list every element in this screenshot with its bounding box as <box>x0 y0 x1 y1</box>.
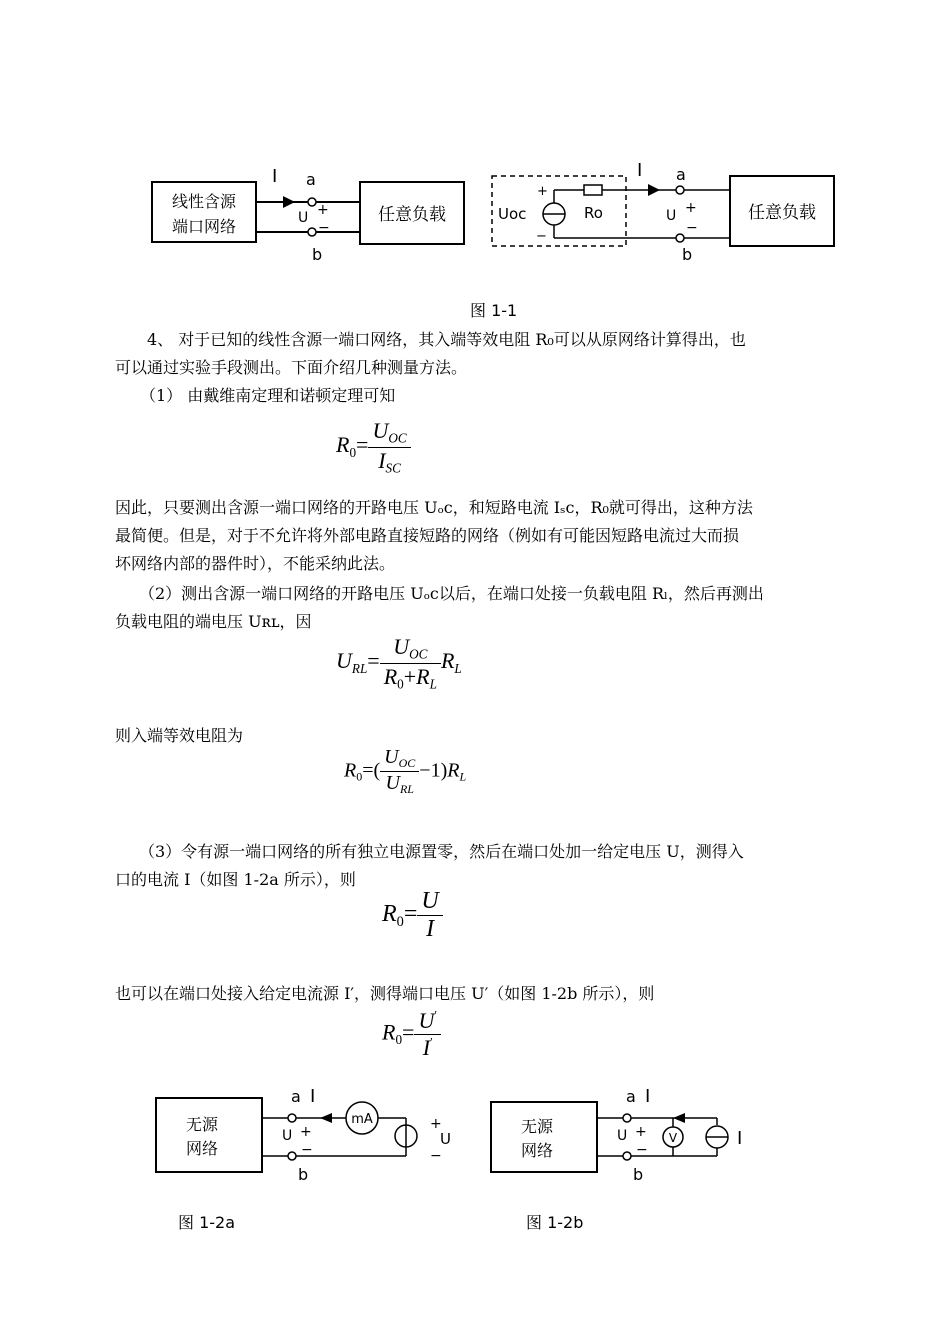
formula-r0-u-i: $R_0=$ $\frac{U}{I}$ <box>382 888 443 943</box>
method-3-line-2: 口的电流 I（如图 1-2a 所示），则 <box>115 870 356 889</box>
method-1-line-1: 因此，只要测出含源一端口网络的开路电压 Uₒc，和短路电流 Iₛc，R₀就可得出，这种方法 <box>115 498 753 517</box>
terminal-a-fig2b <box>623 1114 631 1122</box>
port-voltage-fig2b: U <box>617 1128 628 1144</box>
source-minus: − <box>536 229 547 244</box>
terminal-b <box>308 228 316 236</box>
uoc-label: Uoc <box>498 205 527 223</box>
figure-1-2b-caption: 图 1-2b <box>526 1213 584 1232</box>
method-2-line-2: 负载电阻的端电压 Uʀʟ，因 <box>115 612 312 631</box>
node-b-fig2b: b <box>633 1165 644 1184</box>
load-label-2: 任意负载 <box>748 203 816 223</box>
formula-r0-uoc-isc: $R_0=$ $\frac{U_{OC}}{I_{SC}}$ <box>336 418 411 476</box>
plus-label: + <box>317 202 329 218</box>
passive-network-label-a1: 无源 <box>185 1115 219 1134</box>
formula-url: $U_{RL}=$ $\frac{U_{OC}}{R_0+R_L}$ $R_L$ <box>336 634 462 692</box>
method-2-then: 则入端等效电阻为 <box>115 726 244 745</box>
terminal-b-2 <box>676 234 684 242</box>
source-minus-fig2a: − <box>430 1148 442 1164</box>
method-1-line-2: 最简便。但是，对于不允许将外部电路直接短路的网络（例如有可能因短路电流过大而损 <box>115 526 740 545</box>
paragraph-4-line-2: 可以通过实验手段测出。下面介绍几种测量方法。 <box>115 358 468 377</box>
node-a-fig2b: a <box>626 1087 636 1106</box>
current-label: I <box>272 166 278 187</box>
plus-fig2a: + <box>300 1124 312 1140</box>
current-arrow <box>283 196 295 208</box>
passive-network-label-b1: 无源 <box>520 1117 554 1136</box>
terminal-a-fig2a <box>288 1114 296 1122</box>
source-current-fig2b: I <box>737 1128 743 1149</box>
terminal-a-2 <box>676 186 684 194</box>
minus-label: − <box>318 220 330 236</box>
node-a-label: a <box>306 170 316 189</box>
method-3-body <box>115 838 865 894</box>
ammeter-label: mA <box>351 1112 373 1127</box>
minus-fig2b: − <box>636 1142 648 1158</box>
minus-fig2a: − <box>301 1142 313 1158</box>
ro-label: Ro <box>584 204 603 222</box>
current-fig2b: I <box>645 1086 651 1107</box>
terminal-a <box>308 198 316 206</box>
plus-fig2b: + <box>635 1124 647 1140</box>
active-network-label-2: 端口网络 <box>171 217 237 236</box>
current-arrow-2 <box>648 184 660 196</box>
figure-1-1-caption: 图 1-1 <box>470 301 518 320</box>
formula-r0-ratio: $R_0=$( $\frac{U_{OC}}{U_{RL}}$ $-1)R_L$ <box>344 746 467 797</box>
current-label-2: I <box>637 160 643 181</box>
node-b-fig2a: b <box>298 1165 309 1184</box>
passive-network-label-b2: 网络 <box>520 1141 554 1160</box>
passive-network-box-a <box>156 1098 262 1172</box>
method-1-intro: （1） 由戴维南定理和诺顿定理可知 <box>140 386 396 405</box>
figure-1-2a-caption: 图 1-2a <box>178 1213 236 1232</box>
formula-r0-uprime-iprime: $R_0=$ $\frac{U'}{I'}$ <box>382 1008 441 1061</box>
minus-label-2: − <box>686 220 698 236</box>
port-voltage-label: U <box>298 210 309 226</box>
passive-network-label-a2: 网络 <box>185 1139 219 1158</box>
load-label: 任意负载 <box>378 205 446 225</box>
node-b-label-2: b <box>682 245 693 264</box>
terminal-b-fig2b <box>623 1152 631 1160</box>
current-fig2a: I <box>310 1086 316 1107</box>
resistor-ro <box>584 185 602 195</box>
active-network-label-1: 线性含源 <box>171 192 237 211</box>
method-1-body <box>115 494 865 578</box>
paragraph-4 <box>115 326 865 382</box>
node-a-label-2: a <box>676 165 686 184</box>
current-arrow-fig2a <box>320 1113 332 1123</box>
method-2-line-1: （2）测出含源一端口网络的开路电压 Uₒc以后，在端口处接一负载电阻 Rₗ，然后再测出 <box>139 584 764 603</box>
current-arrow-fig2b <box>673 1113 685 1123</box>
source-plus: + <box>537 184 548 199</box>
terminal-b-fig2a <box>288 1152 296 1160</box>
method-1-line-3: 坏网络内部的器件时），不能采纳此法。 <box>115 554 396 573</box>
node-a-fig2a: a <box>291 1087 301 1106</box>
port-voltage-label-2: U <box>666 208 677 224</box>
paragraph-4-line-1: 4、 对于已知的线性含源一端口网络，其入端等效电阻 R₀可以从原网络计算得出，也 <box>147 330 746 349</box>
method-3-line-1: （3）令有源一端口网络的所有独立电源置零，然后在端口处加一给定电压 U，测得入 <box>139 842 744 861</box>
figure-1-2a <box>150 1080 460 1190</box>
source-voltage-fig2a: U <box>440 1130 451 1148</box>
plus-label-2: + <box>685 200 697 216</box>
figure-1-1 <box>140 150 860 270</box>
voltmeter-label: V <box>668 1131 678 1145</box>
figure-1-2b <box>485 1080 775 1190</box>
method-2-body <box>115 580 865 636</box>
method-3-also: 也可以在端口处接入给定电流源 I′，测得端口电压 U′（如图 1-2b 所示），则 <box>115 984 655 1003</box>
port-voltage-fig2a: U <box>282 1128 293 1144</box>
node-b-label: b <box>312 245 323 264</box>
passive-network-box-b <box>491 1102 597 1172</box>
source-plus-fig2a: + <box>430 1116 442 1132</box>
